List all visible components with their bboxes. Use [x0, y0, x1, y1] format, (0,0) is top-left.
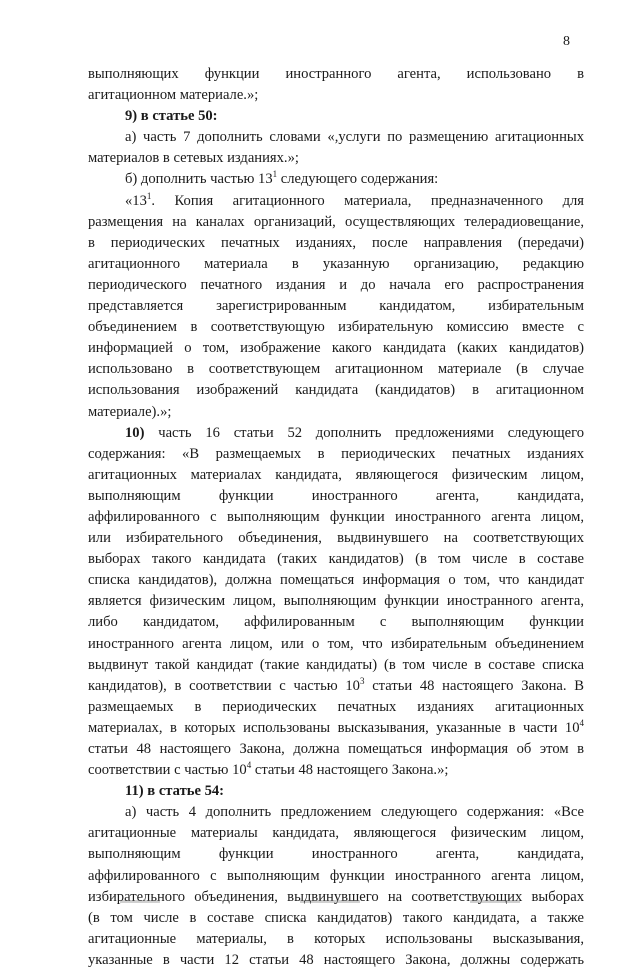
line-text: иностранного агента лицом, или о том, что избирательным объединением [88, 635, 584, 652]
text-line [88, 591, 584, 612]
line-text: кандидатов), в соответствии с частью 10 [88, 677, 360, 694]
line-text: выполняющих функции иностранного агента, использовано в [88, 66, 584, 82]
line-text: размещаемых в периодических печатных изданиях агитационных [88, 698, 584, 715]
text-line [88, 444, 584, 465]
text-line [88, 191, 584, 212]
text-line [88, 275, 584, 296]
text-line [88, 697, 584, 718]
text-line [88, 908, 584, 929]
text-line [88, 169, 584, 190]
line-text: использования изображений кандидата (кандидатов) в агитационном [88, 382, 584, 399]
text-line [88, 802, 584, 823]
scan-artifact [120, 900, 160, 903]
text-line [88, 929, 584, 950]
page-number: 8 [563, 34, 570, 49]
text-line [88, 486, 584, 507]
line-text: статьи 48 настоящего Закона. В [364, 677, 584, 694]
line-text: размещения на каналах организаций, осуществляющих телерадиовещание, [88, 213, 584, 230]
text-line [88, 507, 584, 528]
text-line [88, 655, 584, 676]
text-line [88, 465, 584, 486]
text-line [88, 296, 584, 317]
line-text: аффилированного с выполняющим функции иностранного агента лицом, [88, 508, 584, 525]
line-text: агитационные материалы, в которых использованы высказывания, [88, 930, 584, 947]
line-text: статьи 48 настоящего Закона, должна помещаться информация об этом в [88, 741, 584, 757]
text-line [88, 634, 584, 655]
line-text: содержания: «В размещаемых в периодических печатных изданиях [88, 445, 584, 462]
document-body [88, 64, 584, 971]
text-line [88, 359, 584, 380]
line-text: в периодических печатных изданиях, после направления (передачи) [88, 234, 584, 251]
text-line [88, 317, 584, 338]
text-line [88, 676, 584, 697]
line-text: использовано в соответствующем агитационном материале (в случае [88, 361, 584, 378]
line-text: аффилированного с выполняющим функции иностранного агента лицом, [88, 867, 584, 884]
line-text: агитационных материалах кандидата, являющегося физическим лицом, [88, 466, 584, 483]
line-text: часть 16 статьи 52 дополнить предложениями следующего [144, 424, 584, 441]
text-line [88, 254, 584, 275]
line-text: объединением в соответствующую избирательную комиссию вместе с [88, 319, 584, 336]
superscript: 4 [579, 717, 584, 728]
line-text: информацией о том, изображение какого кандидата (каких кандидатов) [88, 340, 584, 357]
text-line [88, 85, 584, 106]
line-text: «13 [125, 192, 147, 209]
item-number: 10) [125, 424, 145, 441]
text-line [88, 338, 584, 359]
text-line [88, 570, 584, 591]
line-text: является физическим лицом, выполняющим функции иностранного агента, [88, 593, 584, 610]
line-text: выдвинут такой кандидат (такие кандидаты) (в том числе в составе списка [88, 656, 584, 673]
text-line [88, 781, 584, 802]
superscript: 4 [246, 760, 252, 771]
text-line [88, 148, 584, 169]
scan-artifact [470, 900, 520, 903]
line-text: выполняющим функции иностранного агента, кандидата, [88, 846, 584, 863]
line-text: выборах такого кандидата (таких кандидатов) (в том числе в составе [88, 551, 584, 568]
line-text: списка кандидатов), должна помещаться информация о том, что кандидат [88, 572, 584, 589]
line-text: избирательного объединения, выдвинувшего на соответствующих выборах [88, 888, 584, 905]
line-text: указанные в части 12 статьи 48 настоящего Закона, должны содержать [88, 951, 584, 968]
section-heading: 11) в статье 54: [125, 783, 225, 800]
text-line [88, 760, 584, 781]
line-text: соответствии с частью 10 [88, 762, 247, 779]
line-text: . Копия агитационного материала, предназначенного для [151, 192, 584, 209]
line-text: материалах, в которых использованы высказывания, указанные в части 10 [88, 719, 580, 736]
text-line [88, 64, 584, 85]
scan-artifact [300, 900, 360, 903]
text-line [88, 212, 584, 233]
text-line [88, 423, 584, 444]
line-text: статьи 48 настоящего Закона.»; [251, 762, 449, 779]
line-text: либо кандидатом, аффилированным с выполняющим функции [88, 614, 584, 631]
line-text: агитационном материале.»; [88, 87, 259, 104]
text-line [88, 844, 584, 865]
superscript: 3 [359, 675, 365, 686]
line-text: следующего содержания: [277, 171, 439, 188]
text-line [88, 380, 584, 401]
line-text: периодического печатного издания и до начала его распространения [88, 276, 584, 293]
text-line [88, 718, 584, 739]
text-line [88, 612, 584, 633]
line-text: выполняющим функции иностранного агента, кандидата, [88, 487, 584, 504]
line-text: агитационные материалы кандидата, являющегося физическим лицом, [88, 825, 584, 842]
line-text: представляется зарегистрированным кандидатом, избирательным [88, 298, 584, 315]
line-text: а) часть 4 дополнить предложением следующего содержания: «Все [125, 804, 584, 821]
line-text: материале).»; [88, 403, 172, 420]
text-line [88, 739, 584, 760]
line-text: агитационного материала в указанную организацию, редакцию [88, 255, 584, 272]
text-line [88, 950, 584, 971]
text-line [88, 823, 584, 844]
line-text: (в том числе в составе списка кандидатов) такого кандидата, а также [88, 909, 584, 926]
text-line [88, 528, 584, 549]
text-line [88, 549, 584, 570]
line-text: или избирательного объединения, выдвинувшего на соответствующих [88, 530, 584, 547]
line-text: материалов в сетевых изданиях.»; [88, 150, 299, 167]
superscript: 1 [146, 190, 152, 201]
line-text: а) часть 7 дополнить словами «,услуги по размещению агитационных [125, 129, 584, 146]
text-line [88, 402, 584, 423]
text-line [88, 127, 584, 148]
section-heading: 9) в статье 50: [125, 108, 218, 125]
line-text: б) дополнить частью 13 [125, 171, 273, 188]
text-line [88, 233, 584, 254]
text-line [88, 866, 584, 887]
text-line [88, 106, 584, 127]
superscript: 1 [272, 169, 278, 180]
